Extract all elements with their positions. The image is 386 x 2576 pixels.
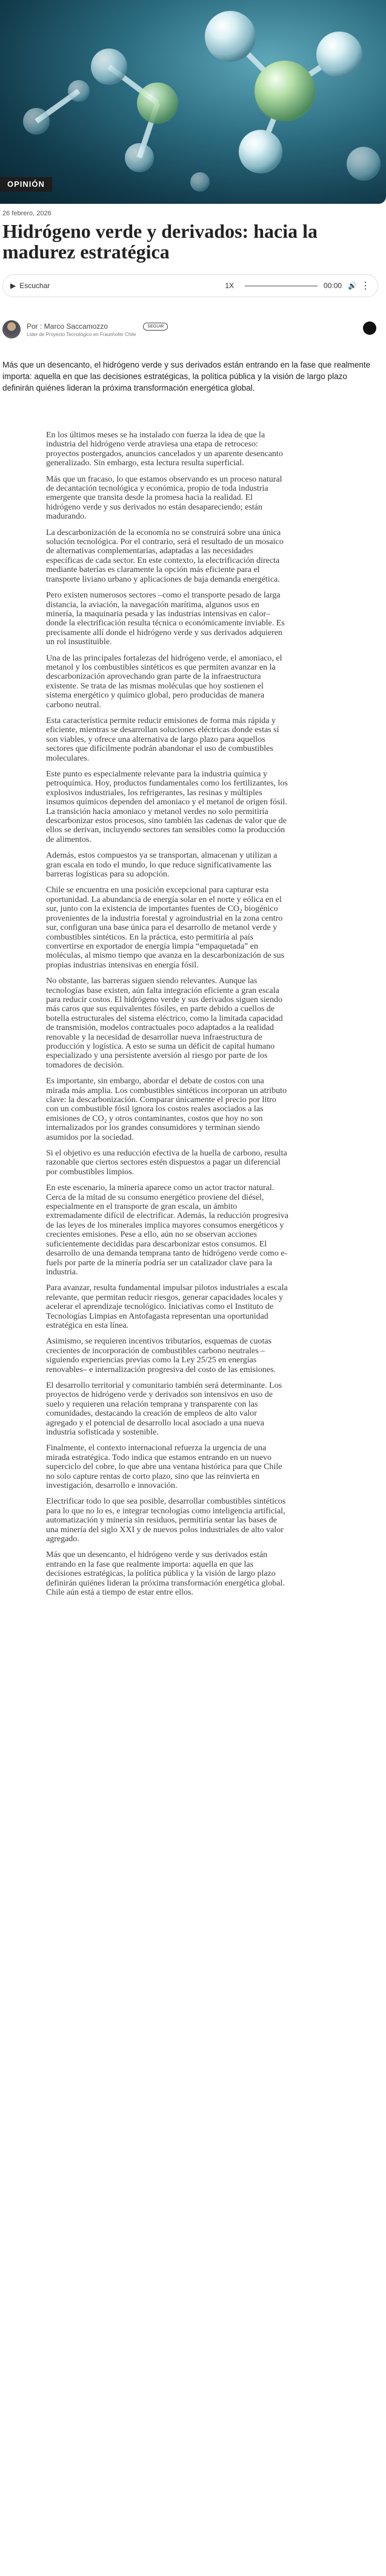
progress-track[interactable] — [245, 285, 318, 287]
speed-button[interactable]: 1X — [225, 281, 235, 290]
author-byline — [2, 319, 386, 340]
avatar — [2, 320, 21, 338]
paragraph: Chile se encuentra en una posición excepcional para capturar esta oportunidad. La abundancia de energía solar en el norte y eólica en el sur, junto con la existencia de importantes fuentes de CO₂ biogénico provenientes de la industria forestal y agroindustrial en la zona centro sur, configuran una base única para el desarrollo de metanol verde y combustibles sintéticos. En la práctica, esto permitiría al país convertirse en exportador de energía limpia “empaquetada” en moléculas, al mismo tiempo que avanza en la descarbonización de sus propias industrias intensivas en energía fósil. — [46, 886, 285, 970]
paragraph: No obstante, las barreras siguen siendo relevantes. Aunque las tecnologías base existen, aún falta integración eficiente a gran escala para reducir costos. El hidrógeno verde y sus derivados siguen siendo más caros que sus equivalentes fósiles, en parte debido a cuellos de botella estructurales del sistema eléctrico, como la limitada capacidad de transmisión, modelos contractuales poco adaptados a la realidad renovable y la necesidad de desarrollar nueva infraestructura de producción y logística. A esto se suma un déficit de capital humano especializado y una persistente aversión al riesgo por parte de los tomadores de decisión. — [46, 977, 283, 1070]
category-badge[interactable]: OPINIÓN — [0, 177, 52, 192]
paragraph: Es importante, sin embargo, abordar el debate de costos con una mirada más amplia. Los combustibles sintéticos incorporan un atributo clave: la descarbonización. Comparar únicamente el precio por litro con un combustible fósil ignora los costos reales asociados a las emisiones de CO₂ y otros contaminantes, costos que hoy no son internalizados por los grandes consumidores y terminan siendo asumidos por la sociedad. — [46, 1077, 287, 1142]
paragraph: Si el objetivo es una reducción efectiva de la huella de carbono, resulta razonable que ciertos sectores estén dispuestos a pagar un diferencial por combustibles limpios. — [46, 1149, 287, 1177]
article-lead: Más que un desencanto, el hidrógeno verde y sus derivados están entrando en la fase que realmente importa: aquella en que las decisiones estratégicas, la política pública y la visión de largo plazo definirán quiénes lideran la próxima transformación energética global. — [2, 360, 371, 392]
follow-button[interactable]: SEGUIR — [143, 323, 168, 331]
play-icon[interactable]: ▶ — [10, 281, 16, 290]
molecule-illustration — [0, 0, 386, 204]
paragraph: Este punto es especialmente relevante para la industria química y petroquímica. Hoy, productos fundamentales como los fertilizantes, los explosivos industriales, los refrigerantes, las resinas y múltiples insumos químicos dependen del amoniaco y el metanol de origen fósil. La transición hacia amoniaco y metanol verdes no solo permitiría descarbonizar estos procesos, sino también las cadenas de valor que de ellos se derivan, incluyendo sectores tan sensibles como la producción de alimentos. — [46, 770, 288, 844]
paragraph: Asimismo, se requieren incentivos tributarios, esquemas de cuotas crecientes de incorporación de combustibles carbono neutrales –siguiendo experiencias previas como la Ley 25/25 en energías renovables– e internalización progresiva del costo de las emisiones. — [46, 1337, 276, 1374]
article-title: Hidrógeno verde y derivados: hacia la madurez estratégica — [2, 220, 318, 263]
hero-image — [0, 0, 386, 204]
paragraph: Para avanzar, resulta fundamental impulsar pilotos industriales a escala relevante, que permitan reducir riesgos, generar capacidades locales y acelerar el aprendizaje tecnológico. Iniciativas como el Instituto de Tecnologías Limpias en Antofagasta representan una oportunidad estratégica en esta línea. — [46, 1283, 288, 1330]
publish-date: 26 febrero, 2026 — [2, 210, 52, 217]
paragraph: Más que un desencanto, el hidrógeno verde y sus derivados están entrando en la fase que realmente importa: aquella en que las decisiones estratégicas, la política pública y la visión de largo plazo definirán quiénes lideran la próxima transformación energética global. Chile aún está a tiempo de estar entre ellos. — [46, 1550, 285, 1598]
paragraph: El desarrollo territorial y comunitario también será determinante. Los proyectos de hidrógeno verde y derivados son intensivos en uso de suelo y requieren una relación temprana y transparente con las comunidades, destacando la creación de empleos de alto valor agregado y el potencial de desarrollo local asociado a una nueva industria sofisticada y sostenible. — [46, 1380, 282, 1437]
paragraph: La descarbonización de la economía no se construirá sobre una única solución tecnológica. Por el contrario, será el resultado de un mosaico de alternativas complementarias, adaptadas a las necesidades específicas de cada sector. En este contexto, la electrificación directa mediante baterías es claramente la opción más eficiente para el transporte liviano urbano y aplicaciones de baja demanda energética. — [46, 528, 284, 584]
paragraph: Más que un fracaso, lo que estamos observando es un proceso natural de decantación tecnológica y económica, propio de toda industria emergente que transita desde la promesa hacia la realidad. El hidrógeno verde y sus derivados no están desapareciendo; están madurando. — [46, 474, 282, 522]
listen-label: Escuchar — [19, 281, 50, 290]
author-name[interactable]: Por : Marco Saccamozzo — [27, 321, 108, 331]
paragraph: Electrificar todo lo que sea posible, desarrollar combustibles sintéticos para lo que no lo es, e integrar tecnologías como inteligencia artificial, automatización y minería sin residuos, permitiría sentar las bases de una minería del siglo XXI y de nuevos polos industriales de alto valor agregado. — [46, 1497, 286, 1544]
share-icon[interactable] — [363, 321, 376, 335]
paragraph: En este escenario, la minería aparece como un actor tractor natural. Cerca de la mitad de su consumo energético proviene del diésel, especialmente en el transporte de gran escala, un ámbito extremadamente difícil de electrificar. Además, la reducción progresiva de las leyes de los minerales implica mayores consumos energéticos y crecientes emisiones. Pese a ello, aún no se observan acciones suficientemente decididas para descarbonizar estos consumos. El desarrollo de una demanda temprana tanto de hidrógeno verde como e-fuels por parte de la minería podría ser un catalizador clave para la industria. — [46, 1183, 288, 1277]
more-options-icon[interactable]: ⋮ — [361, 281, 370, 291]
article-body — [46, 431, 288, 1598]
paragraph: En los últimos meses se ha instalado con fuerza la idea de que la industria del hidrógeno verde atraviesa una etapa de retroceso: proyectos postergados, anuncios cancelados y un aparente desencanto generalizado. Sin embargo, esta lectura resulta superficial. — [46, 431, 283, 468]
author-role: Líder de Proyecto Tecnológico en Fraunhofer Chile — [27, 331, 136, 337]
paragraph: Pero existen numerosos sectores –como el transporte pesado de larga distancia, la aviación, la navegación marítima, algunos usos en minería, la maquinaria pesada y las industrias intensivas en calor– donde la electrificación resulta técnica o económicamente inviable. Es precisamente allí donde el hidrógeno verde y sus derivados adquieren un rol insustituible. — [46, 591, 285, 647]
volume-icon[interactable]: 🔊 — [348, 281, 357, 290]
paragraph: Esta característica permite reducir emisiones de forma más rápida y eficiente, mientras se desarrollan soluciones eléctricas donde estas sí son viables, y ofrece una alternativa de largo plazo para aquellos sectores que difícilmente podrán abandonar el uso de combustibles moleculares. — [46, 716, 279, 763]
paragraph: Finalmente, el contexto internacional refuerza la urgencia de una mirada estratégica. Todo indica que estamos entrando en un nuevo superciclo del cobre, lo que abre una ventana histórica para que Chile no solo capture rentas de corto plazo, sino que las reinvierta en investigación, desarrollo e innovación. — [46, 1444, 282, 1491]
audio-player — [2, 274, 378, 297]
time-readout: 00:00 — [324, 281, 342, 290]
paragraph: Además, estos compuestos ya se transportan, almacenan y utilizan a gran escala en todo el mundo, lo que reduce significativamente las barreras logísticas para su adopción. — [46, 851, 278, 879]
paragraph: Una de las principales fortalezas del hidrógeno verde, el amoniaco, el metanol y los combustibles sintéticos es que permiten avanzar en la descarbonización aprovechando gran parte de la infraestructura existente. Se trata de las mismas moléculas que hoy sostienen el sistema energético y químico global, pero producidas de manera carbono neutral. — [46, 653, 282, 710]
